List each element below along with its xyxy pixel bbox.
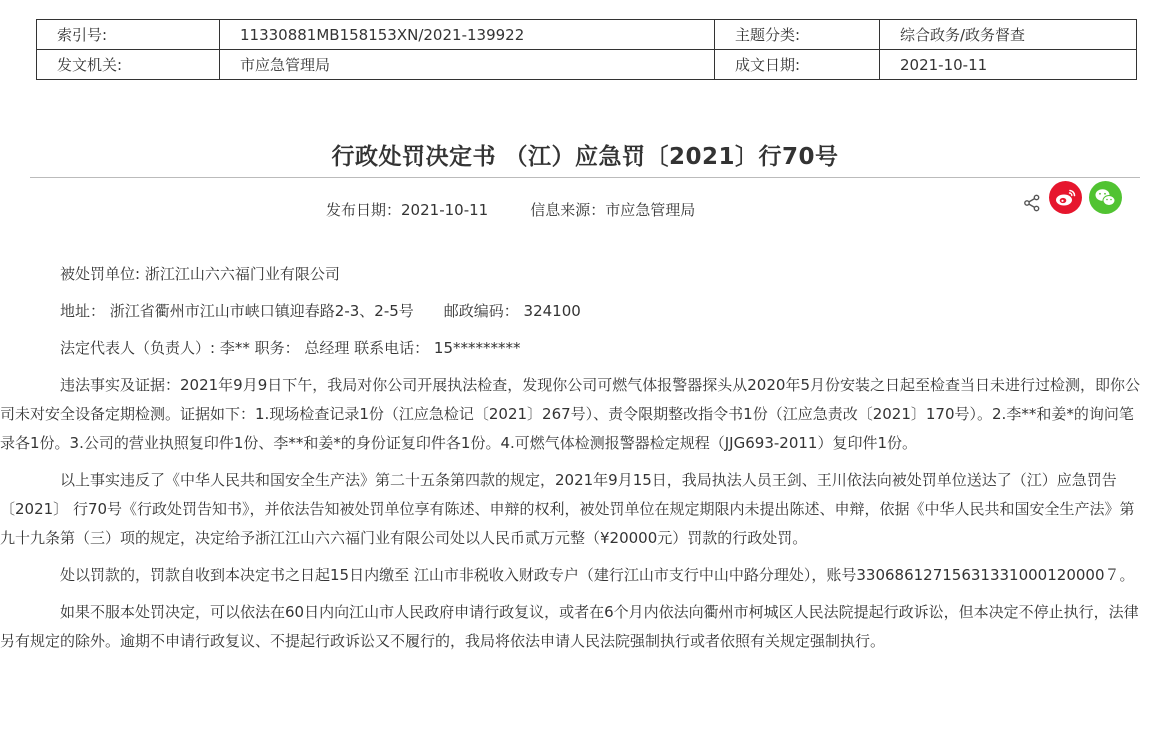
source-value: 市应急管理局 xyxy=(605,201,696,219)
penalized-unit: 被处罚单位: 浙江江山六六福门业有限公司 xyxy=(60,265,340,283)
document-body xyxy=(0,260,1140,664)
publish-info xyxy=(326,199,695,220)
issuer-value: 市应急管理局 xyxy=(220,50,715,80)
violation-facts: 违法事实及证据：2021年9月9日下午，我局对你公司开展执法检查，发现你公司可燃气体报警器探头从2020年5月份安装之日起至检查当日未进行过检测，即你公司未对安全设备定期检测。证据如下：1.现场检查记录1份（江应急检记〔2021〕267号）、责令限期整改指令书1份（江应急责改〔2021〕170号）。2.李**和姜*的询问笔录各1份。3.公司的营业执照复印件1份、李**和姜*的身份证复印件各1份。4.可燃气体检测报警器检定规程（JJG693-2011）复印件1份。 xyxy=(0,376,1140,452)
legal-basis: 以上事实违反了《中华人民共和国安全生产法》第二十五条第四款的规定，2021年9月15日，我局执法人员王剑、王川依法向被处罚单位送达了（江）应急罚告〔2021〕 行70号《行政处罚告知书》，并依法告知被处罚单位享有陈述、申辩的权利，被处罚单位在规定期限内未提出陈述、申辩，依据《中华人民共和国安全生产法》第九十九条第（三）项的规定，决定给予浙江江山六六福门业有限公司处以人民币贰万元整（¥20000元）罚款的行政处罚。 xyxy=(0,471,1135,547)
share-icon[interactable] xyxy=(1023,194,1041,212)
payment-instructions: 处以罚款的，罚款自收到本决定书之日起15日内缴至 江山市非税收入财政专户（建行江山市支行中山中路分理处），账号33068612715631331000120000７。 xyxy=(60,566,1135,584)
meta-row xyxy=(37,20,1137,50)
issuer-label: 发文机关: xyxy=(37,50,220,80)
weibo-icon[interactable] xyxy=(1049,181,1082,214)
title-divider xyxy=(30,177,1140,178)
source-label: 信息来源： xyxy=(530,201,606,219)
document-meta-table xyxy=(36,19,1137,80)
document-title: 行政处罚决定书 （江）应急罚〔2021〕行70号 xyxy=(331,144,839,170)
index-value: 11330881MB158153XN/2021-139922 xyxy=(220,20,715,50)
date-label: 成文日期: xyxy=(715,50,880,80)
publish-date-label: 发布日期： xyxy=(326,201,402,219)
category-label: 主题分类: xyxy=(715,20,880,50)
address: 地址： 浙江省衢州市江山市峡口镇迎春路2-3、2-5号 邮政编码： 324100 xyxy=(60,302,581,320)
meta-row xyxy=(37,50,1137,80)
date-value: 2021-10-11 xyxy=(880,50,1137,80)
legal-representative: 法定代表人（负责人）: 李** 职务： 总经理 联系电话： 15********* xyxy=(60,339,521,357)
category-value: 综合政务/政务督查 xyxy=(880,20,1137,50)
appeal-rights: 如果不服本处罚决定，可以依法在60日内向江山市人民政府申请行政复议，或者在6个月内依法向衢州市柯城区人民法院提起行政诉讼，但本决定不停止执行，法律另有规定的除外。逾期不申请行政复议、不提起行政诉讼又不履行的，我局将依法申请人民法院强制执行或者依照有关规定强制执行。 xyxy=(0,603,1139,650)
publish-date-value: 2021-10-11 xyxy=(401,201,489,219)
index-label: 索引号: xyxy=(37,20,220,50)
wechat-icon[interactable] xyxy=(1089,181,1122,214)
